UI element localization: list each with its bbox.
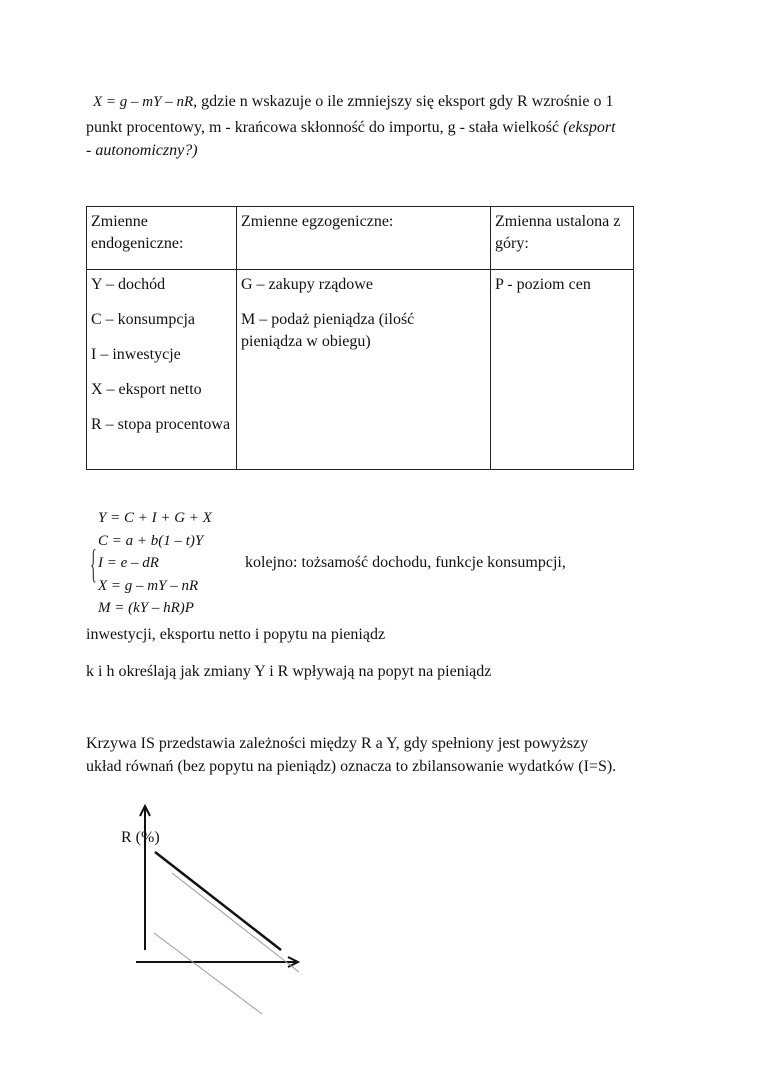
header-exogenous: Zmienne egzogeniczne: (237, 207, 491, 270)
var-item: Y – dochód (91, 276, 166, 293)
equation: I = e – dR (98, 555, 159, 571)
equation: Y = C + I + G + X (98, 510, 212, 526)
is-text-2: układ równań (bez popytu na pieniądz) oznacza to zbilansowanie wydatków (I=S). (86, 758, 617, 775)
var-item: R – stopa procentowa (91, 416, 231, 433)
intro-italic: (eksport (563, 119, 616, 136)
intro-text: , gdzie n wskazuje o ile zmniejszy się eksport gdy R wzrośnie o 1 (193, 93, 614, 110)
intro-line-3: - autonomiczny?) (86, 142, 198, 159)
var-item: G – zakupy rządowe (241, 276, 373, 293)
var-item: M – podaż pieniądza (ilość pieniądza w obiegu) (241, 311, 415, 350)
system-description: kolejno: tożsamość dochodu, funkcje konsumpcji, (245, 554, 566, 571)
y-axis-label: R (%) (121, 829, 160, 846)
shifted-is-curve-lower (154, 933, 262, 1014)
shifted-is-curve (172, 873, 299, 972)
equation: M = (kY – hR)P (98, 600, 194, 616)
equation: C = a + b(1 – t)Y (98, 533, 204, 549)
var-item: P - poziom cen (495, 276, 591, 293)
intro-text-2: punkt procentowy, m - krańcowa skłonność do importu, g - stała wielkość (86, 119, 564, 136)
is-curve (155, 852, 281, 950)
var-item: X – eksport netto (91, 381, 202, 398)
export-formula: X = g – mY – nR (93, 94, 194, 110)
system-description-cont: inwestycji, eksportu netto i popytu na pieniądz (86, 626, 386, 643)
var-item: C – konsumpcja (91, 311, 195, 328)
header-fixed: Zmienna ustalona z góry: (491, 207, 634, 270)
k-h-note: k i h określają jak zmiany Y i R wpływają na popyt na pieniądz (86, 663, 492, 680)
equation: X = g – mY – nR (98, 578, 199, 594)
is-text-1: Krzywa IS przedstawia zależności między R a Y, gdy spełniony jest powyższy (86, 735, 589, 752)
var-item: I – inwestycje (91, 346, 181, 363)
brace: { (90, 541, 97, 586)
header-endogenous: Zmienne endogeniczne: (87, 207, 237, 270)
